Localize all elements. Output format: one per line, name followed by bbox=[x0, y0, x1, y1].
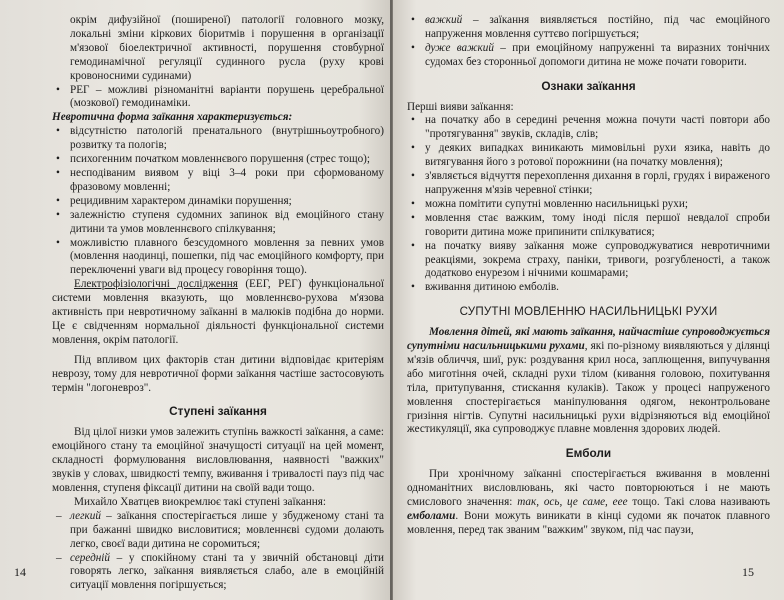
movements-heading: СУПУТНІ МОВЛЕННЮ НАСИЛЬНИЦЬКІ РУХИ bbox=[459, 305, 718, 319]
bullet-icon: • bbox=[56, 125, 60, 138]
list-item: • рецидивним характером динаміки порушення; bbox=[56, 194, 292, 207]
bullet-icon: • bbox=[56, 83, 60, 96]
movements-paragraph: Мовлення дітей, які мають заїкання, найчастіше супроводжується супутніми насильницькими рухами, які по-різному виявляються у ділянці м'язів обличчя, шиї, рук: роздування крил носа, заплющення, випучування або миготіння очей, складні рухи тілом (кивання головою, похитування тіла, притупування, стискання кулаків). Також у процесі напруженого мовлення спостерігається маніпулювання одягом, неконтрольоване гризіння нігтів. Супутні насильницькі рухи відрізняються від емоційної жестикуляції, яка супроводжує плавне мовлення здорових людей. bbox=[407, 326, 770, 436]
bullet-icon: • bbox=[411, 142, 415, 155]
reg-list bbox=[52, 84, 384, 112]
degrees-list-continued bbox=[407, 14, 770, 70]
emboli-paragraph: При хронічному заїканні спостерігається вживання в мовленні одноманітних висловлювань, які часто повторюються і не мають смислового значення: так, ось, це саме, еее тощо. Такі слова називають емболами. Вони можуть виникати в кінці судоми як початок плавного мовлення, перед так званим "важким" звуком, під час паузи, bbox=[407, 468, 770, 536]
list-item: • на початку вияву заїкання може супроводжуватися невротичними реакціями, зокрема страху, паніки, тривоги, розгубленості, а також додатково енурезом і нічними кошмарами; bbox=[411, 239, 770, 280]
bullet-icon: • bbox=[411, 14, 415, 26]
signs-heading: Ознаки заїкання bbox=[541, 78, 636, 93]
signs-intro: Перші вияви заїкання: bbox=[407, 100, 514, 113]
list-item: • дуже важкий – при емоційному напруженні та виразних тонічних судомах без сторонньої допомоги дитина не може почати говорити. bbox=[411, 41, 771, 68]
list-item: • у деяких випадках виникають мимовільні рухи язика, навіть до витягування його з ротової порожнини (на початку мовлення); bbox=[411, 142, 770, 169]
list-item: • можна помітити супутні мовленню насильницькі рухи; bbox=[411, 197, 688, 210]
signs-list bbox=[407, 114, 770, 295]
bullet-icon: • bbox=[56, 236, 60, 249]
list-item: • мовлення стає важким, тому іноді після першої невдалої спроби говорити дитина може припинити спілкуватися; bbox=[411, 211, 770, 238]
list-item: • залежністю ступеня судомних запинок від емоційного стану дитини та умов мовленнєвого спілкування; bbox=[56, 208, 384, 235]
page-number-right: 15 bbox=[742, 565, 754, 580]
bullet-icon: • bbox=[411, 41, 415, 54]
neurotic-title: Невротична форма заїкання характеризується: bbox=[52, 111, 293, 124]
list-item: • на початку або в середині речення можна почути часті повтори або "протягування" звуків, складів, слів; bbox=[411, 114, 770, 141]
list-item: • можливістю плавного безсудомного мовлення за певних умов (мовлення наодинці, пошепки, під час емоційного комфорту, при переключенні уваги від процесу говоріння тощо). bbox=[56, 236, 384, 277]
neurotic-list bbox=[52, 125, 384, 278]
list-item: – середній – у спокійному стані та у звичній обстановці діти говорять легко, заїкання виявляється слабо, але в емоційній ситуації мовлення погіршується; bbox=[56, 551, 384, 592]
bullet-icon: • bbox=[411, 114, 415, 127]
dash-icon: – bbox=[56, 509, 62, 522]
bullet-icon: • bbox=[56, 153, 60, 166]
khvatsev-paragraph: Михайло Хватцев виокремлює такі ступені заїкання: bbox=[74, 495, 327, 508]
page-number-left: 14 bbox=[14, 565, 26, 580]
emboli-heading: Емболи bbox=[565, 446, 612, 461]
electro-paragraph: Електрофізіологічні дослідження (ЕЕГ, РЕГ) функціональної системи мовлення вказують, що мовленнєво-рухова м'язова активність при невротичному заїканні в малюків подібна до норми. Це є свідченням нормальної діяльності функціональної системи мовлення, окрім патології. bbox=[52, 278, 384, 346]
list-item: • з'являється відчуття перехоплення дихання в горлі, грудях і вираженого напруження м'язів черевної стінки; bbox=[411, 170, 770, 196]
bullet-icon: • bbox=[56, 166, 60, 179]
bullet-icon: • bbox=[56, 208, 60, 221]
list-item: • важкий – заїкання виявляється постійно, під час емоційного напруження мовлення суттєво погіршується; bbox=[411, 14, 770, 40]
list-item: – легкий – заїкання спостерігається лише у збудженому стані та при бажанні швидко висловитися; мовленнєві судоми долають легко, своєї вади дитина не соромиться; bbox=[56, 509, 384, 550]
bullet-icon: • bbox=[411, 281, 415, 294]
list-item: • вживання дитиною емболів. bbox=[411, 281, 559, 294]
list-item: • відсутністю патологій пренатального (внутрішньоутробного) розвитку та пологів; bbox=[56, 125, 384, 152]
bullet-icon: • bbox=[411, 170, 415, 183]
bullet-icon: • bbox=[411, 197, 415, 210]
influence-paragraph: Під впливом цих факторів стан дитини відповідає критеріям неврозу, тому для невротичної форми заїкання частіше застосовують термін "логоневроз". bbox=[52, 353, 384, 394]
bullet-icon: • bbox=[56, 194, 60, 207]
dash-icon: – bbox=[56, 551, 62, 564]
degrees-paragraph: Від цілої низки умов залежить ступінь важкості заїкання, а саме: емоційного стану та емоційної значущості ситуації на цей момент, складності формулювання висловлювання, наявності "важких" звуків у словах, швидкості темпу, вживання і тривалості пауз під час мовлення, ступеня фіксації дитини на своїй вади тощо. bbox=[52, 426, 384, 494]
right-page bbox=[393, 0, 784, 600]
degrees-heading: Ступені заїкання bbox=[169, 404, 267, 419]
bullet-icon: • bbox=[411, 239, 415, 252]
intro-paragraph: окрім дифузійної (поширеної) патології головного мозку, локальні зміни кіркових біоритмів і порушення в організації м'язової біоелектричної активності, порушення стовбурної гемодинамічної регуляції судинного русла (руху крові кровоносними судинами) bbox=[70, 14, 384, 82]
list-item: • несподіваним виявом у віці 3–4 роки при сформованому фразовому мовленні; bbox=[56, 166, 384, 193]
left-page bbox=[0, 0, 390, 600]
degrees-list bbox=[52, 510, 384, 593]
list-item: • РЕГ – можливі різноманітні варіанти порушень церебральної (мозкової) гемодинаміки. bbox=[56, 83, 384, 110]
list-item: • психогенним початком мовленнєвого порушення (стрес тощо); bbox=[56, 153, 370, 166]
bullet-icon: • bbox=[411, 211, 415, 224]
